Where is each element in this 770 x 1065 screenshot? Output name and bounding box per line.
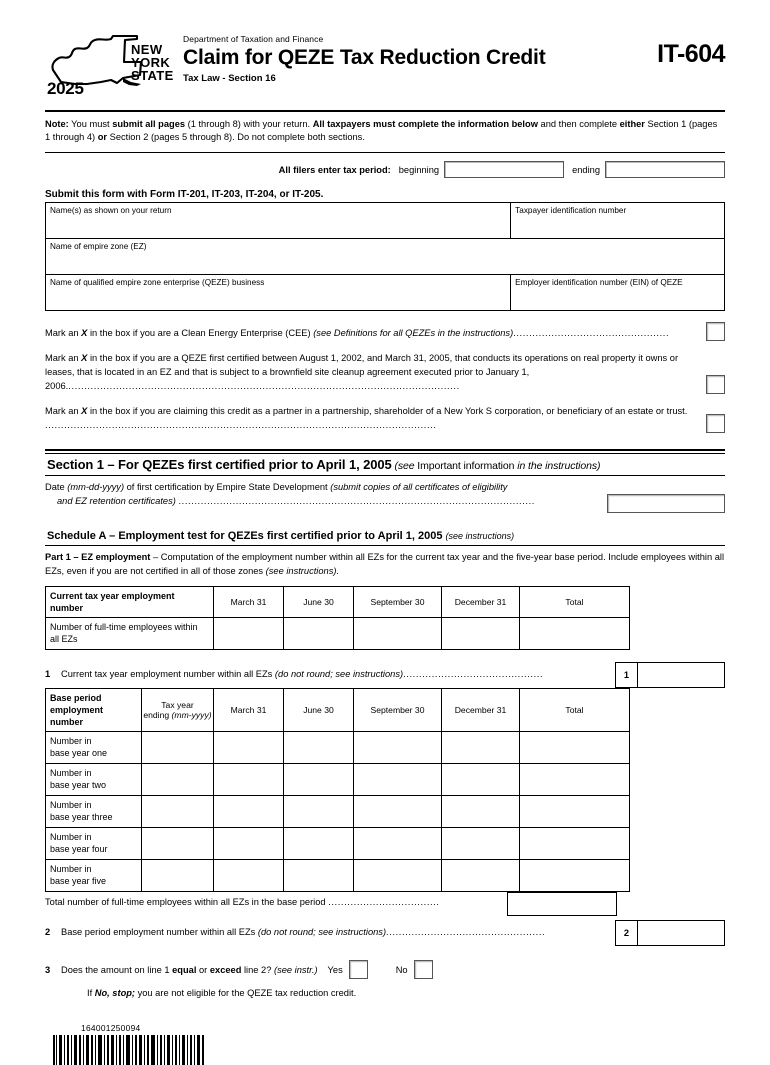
ny-state-logo — [45, 32, 177, 102]
base-row-4-label-line1: Number in — [50, 832, 92, 843]
line-1-input[interactable] — [637, 662, 725, 688]
barcode-area — [45, 1023, 725, 1065]
tax-period-ending-input[interactable] — [605, 161, 725, 178]
tax-period-beginning-input[interactable] — [444, 161, 564, 178]
note-part5: Section 2 (pages 5 through 8). Do not complete both sections. — [107, 132, 365, 143]
section-1-note-post: in the instructions) — [517, 459, 601, 472]
date-leader: ................................................................................................................ — [178, 495, 535, 506]
schedule-a-bottom-rule — [45, 545, 725, 546]
line-2-text — [61, 920, 615, 946]
first-certification-date-input[interactable] — [607, 494, 725, 513]
table-row — [46, 586, 630, 617]
current-cell-total[interactable] — [520, 617, 630, 649]
part-1-italic: (see instructions). — [265, 565, 340, 576]
line-3-no-checkbox[interactable] — [414, 960, 433, 979]
base-col-december31: December 31 — [442, 688, 520, 731]
page-title: Claim for QEZE Tax Reduction Credit — [183, 46, 546, 69]
base-row-2-taxyear[interactable] — [142, 764, 214, 796]
base-row-5-label — [46, 860, 142, 892]
svg-text:2025: 2025 — [47, 79, 84, 98]
base-row-3-label — [46, 796, 142, 828]
table-row — [46, 732, 630, 764]
line-2-input[interactable] — [637, 920, 725, 946]
section-1-band — [45, 449, 725, 476]
barcode-icon — [53, 1035, 205, 1065]
base-col-taxyear-line1: Tax year — [161, 699, 194, 710]
total-base-label: Total number of full-time employees within all EZs in the base period — [45, 897, 329, 908]
note-label: Note: — [45, 119, 69, 129]
form-header — [45, 0, 725, 104]
base-col-september30: September 30 — [354, 688, 442, 731]
base-table-header-label: Base period employment number — [46, 688, 142, 731]
total-base-leader: ................................... — [328, 897, 440, 908]
ez-name-field-cell[interactable] — [46, 238, 725, 274]
line-1-leader: ............................................ — [403, 668, 544, 679]
line-2-label: Base period employment number within all EZs — [61, 927, 258, 938]
base-row-4-total[interactable] — [520, 828, 630, 860]
base-row-2-label — [46, 764, 142, 796]
base-row-4-september30[interactable] — [354, 828, 442, 860]
note-part3: and then complete — [537, 119, 620, 129]
base-row-1-taxyear[interactable] — [142, 732, 214, 764]
part-1-description — [45, 551, 725, 579]
note-part2: (1 through 8) with your return. — [185, 119, 313, 129]
table-row — [46, 688, 630, 731]
mark-italic2: in the instructions) — [437, 328, 514, 338]
partner-checkbox[interactable] — [706, 414, 725, 433]
date-italic2: (submit copies of all certificates of eligibility — [330, 481, 508, 492]
first-certification-date-text — [45, 481, 602, 509]
base-row-1-label-line1: Number in — [50, 736, 92, 747]
ez-name-label: Name of empire zone (EZ) — [50, 241, 147, 251]
note-part4: Section 1 (pages 1 through 4) — [45, 119, 718, 143]
current-col-total: Total — [520, 586, 630, 617]
date-mid: of first certification by Empire State Development — [124, 481, 331, 492]
table-row — [46, 764, 630, 796]
line-1-number: 1 — [45, 668, 51, 679]
section-1-title — [45, 454, 725, 475]
base-row-5-label-line1: Number in — [50, 864, 92, 875]
partner-checkbox-text — [45, 405, 702, 433]
base-row-3-december31[interactable] — [442, 796, 520, 828]
schedule-a-title — [45, 527, 725, 545]
base-row-2-label-line1: Number in — [50, 768, 92, 779]
base-row-1-label-line2: base year one — [50, 748, 108, 759]
line-3-yes-label: Yes — [327, 964, 343, 975]
stop-pre: If — [87, 988, 95, 999]
total-base-period-input[interactable] — [507, 892, 617, 916]
line-2-italic: (do not round; see instructions) — [257, 927, 387, 938]
base-row-3-june30[interactable] — [284, 796, 354, 828]
brownfield-checkbox[interactable] — [706, 375, 725, 394]
form-subtitle: Tax Law - Section 16 — [183, 73, 276, 85]
cee-checkbox-row — [45, 322, 725, 341]
base-row-2-september30[interactable] — [354, 764, 442, 796]
base-row-3-march31[interactable] — [214, 796, 284, 828]
schedule-a-band — [45, 527, 725, 546]
submit-instruction: Submit this form with Form IT-201, IT-203, IT-204, or IT-205. — [45, 188, 324, 200]
note-bold2: All taxpayers must complete the information below — [312, 119, 538, 129]
schedule-a-title-text: Schedule A – Employment test for QEZEs first certified prior to April 1, 2005 — [47, 529, 443, 542]
base-col-taxyear-ending — [142, 688, 214, 731]
base-row-5-september30[interactable] — [354, 860, 442, 892]
svg-text:YORK: YORK — [131, 55, 171, 70]
table-row — [46, 238, 725, 274]
tax-period-ending-label: ending — [572, 164, 600, 175]
table-row — [46, 202, 725, 238]
base-row-1-june30[interactable] — [284, 732, 354, 764]
note-bold3: either — [619, 119, 645, 129]
part-1-label: Part 1 – EZ employment — [45, 551, 151, 562]
base-row-4-label — [46, 828, 142, 860]
base-row-3-total[interactable] — [520, 796, 630, 828]
line-3-pre: Does the amount on line 1 — [61, 964, 173, 975]
current-tax-year-table — [45, 586, 630, 650]
line-3-row — [45, 960, 725, 979]
table-row — [46, 274, 725, 310]
line-2-number: 2 — [45, 927, 51, 938]
mark-leader: ................................................. — [513, 328, 670, 338]
line-2-leader: .................................................. — [386, 927, 546, 938]
note-block — [45, 118, 725, 145]
base-col-taxyear-line2: ending — [143, 709, 172, 720]
mark-italic1: (see Definitions for all QEZEs — [313, 328, 438, 338]
base-row-3-label-line2: base year three — [50, 812, 113, 823]
date-format-hint: (mm-dd-yyyy) — [67, 481, 125, 492]
line-1-box-label: 1 — [615, 662, 637, 688]
base-period-table — [45, 688, 630, 892]
base-col-total: Total — [520, 688, 630, 731]
base-row-2-label-line2: base year two — [50, 780, 107, 791]
base-row-5-total[interactable] — [520, 860, 630, 892]
current-cell-june30[interactable] — [284, 617, 354, 649]
section-1-bottom-rule — [45, 475, 725, 476]
base-col-june30: June 30 — [284, 688, 354, 731]
tax-period-beginning-label: beginning — [398, 164, 440, 175]
partner-checkbox-row — [45, 405, 725, 433]
base-row-1-total[interactable] — [520, 732, 630, 764]
base-row-4-label-line2: base year four — [50, 844, 108, 855]
current-table-header-label: Current tax year employment number — [46, 586, 214, 617]
svg-text:STATE: STATE — [131, 68, 174, 83]
base-row-3-label-line1: Number in — [50, 800, 92, 811]
tax-period-row — [45, 160, 725, 180]
line-1-row — [45, 662, 725, 688]
table-row — [46, 617, 630, 649]
base-row-2-total[interactable] — [520, 764, 630, 796]
base-row-2-december31[interactable] — [442, 764, 520, 796]
note-divider — [45, 152, 725, 153]
line-2-box-label: 2 — [615, 920, 637, 946]
tax-period-label: All filers enter tax period: — [278, 164, 391, 175]
cee-checkbox[interactable] — [706, 322, 725, 341]
mark-pre: Mark an — [45, 405, 82, 416]
current-cell-march31[interactable] — [214, 617, 284, 649]
mark-leader: ........................................................................................................................... — [45, 419, 437, 430]
line-3-stop-note — [45, 988, 725, 998]
qeze-name-label: Name of qualified empire zone enterprise (QEZE) business — [50, 277, 265, 287]
line-1-italic: (do not round; see instructions) — [274, 668, 404, 679]
total-base-spacer — [617, 892, 725, 916]
new-york-state-outline-icon — [45, 32, 177, 98]
line-3-mid: or — [196, 964, 210, 975]
note-part1: You must — [68, 119, 113, 129]
mark-mid: in the box if you are claiming this credit as a partner in a partnership, shareholder of a New York S corporation, or beneficiary of an estate or trust. — [87, 405, 688, 416]
note-bold1: submit all pages — [112, 119, 186, 129]
date-pre: Date — [45, 481, 68, 492]
base-row-5-december31[interactable] — [442, 860, 520, 892]
base-row-3-taxyear[interactable] — [142, 796, 214, 828]
brownfield-checkbox-row — [45, 352, 725, 394]
line-1-label: Current tax year employment number within all EZs — [61, 668, 275, 679]
part-1-text: – Computation of the employment number within all EZs for the current tax year and the five-year base period. Include employees within all EZs, even if you are not certified in all of those zones — [45, 551, 725, 576]
line-3-bold-equal: equal — [172, 964, 197, 975]
tin-field-cell[interactable] — [511, 202, 725, 238]
table-row — [46, 828, 630, 860]
current-col-september30: September 30 — [354, 586, 442, 617]
base-row-1-september30[interactable] — [354, 732, 442, 764]
header-titles — [177, 32, 615, 84]
base-row-3-september30[interactable] — [354, 796, 442, 828]
line-3-bold-exceed: exceed — [209, 964, 242, 975]
mark-x: X — [81, 352, 88, 363]
mark-pre: Mark an — [45, 328, 82, 338]
mark-mid: in the box if you are a QEZE first certified between August 1, 2002, and March 31, 2005, that conducts its operations on real property it owns or leases, that is located in an EZ and that is subject to a brownfield site cleanup agreement executed prior to January 1, 2006. — [45, 352, 679, 391]
line-3-italic: (see instr.) — [273, 964, 318, 975]
svg-text:NEW: NEW — [131, 42, 163, 57]
stop-post: you are not eligible for the QEZE tax reduction credit. — [135, 988, 357, 999]
line-3-no-label: No — [395, 964, 408, 975]
base-row-4-december31[interactable] — [442, 828, 520, 860]
current-col-june30: June 30 — [284, 586, 354, 617]
line-2-row — [45, 920, 725, 946]
section-1-title-text: Section 1 – For QEZEs first certified prior to April 1, 2005 — [47, 456, 392, 472]
table-row — [46, 860, 630, 892]
barcode-number: 164001250094 — [81, 1023, 141, 1034]
base-row-5-june30[interactable] — [284, 860, 354, 892]
base-row-2-march31[interactable] — [214, 764, 284, 796]
name-field-cell[interactable] — [46, 202, 511, 238]
base-row-2-june30[interactable] — [284, 764, 354, 796]
date-italic3: and EZ retention certificates) — [57, 495, 176, 506]
base-row-1-march31[interactable] — [214, 732, 284, 764]
mark-mid: in the box if you are a Clean Energy Enterprise (CEE) — [87, 328, 314, 338]
base-row-1-december31[interactable] — [442, 732, 520, 764]
current-cell-december31[interactable] — [442, 617, 520, 649]
line-1-text — [61, 662, 615, 688]
department-name: Department of Taxation and Finance — [183, 34, 324, 44]
base-row-5-taxyear[interactable] — [142, 860, 214, 892]
current-col-march31: March 31 — [214, 586, 284, 617]
base-row-5-march31[interactable] — [214, 860, 284, 892]
brownfield-checkbox-text — [45, 352, 702, 394]
base-col-taxyear-italic: (mm-yyyy) — [171, 709, 212, 720]
ein-field-cell[interactable] — [511, 274, 725, 310]
current-row-label: Number of full-time employees within all EZs — [46, 617, 214, 649]
base-row-5-label-line2: base year five — [50, 876, 107, 887]
ein-label: Employer identification number (EIN) of QEZE — [515, 277, 683, 287]
mark-pre: Mark an — [45, 352, 82, 363]
mark-x: X — [81, 328, 88, 338]
first-certification-date-row — [45, 481, 725, 513]
line-3-text — [61, 965, 318, 975]
current-col-december31: December 31 — [442, 586, 520, 617]
total-base-period-row — [45, 892, 725, 916]
base-row-4-march31[interactable] — [214, 828, 284, 860]
qeze-name-field-cell[interactable] — [46, 274, 511, 310]
mark-x: X — [81, 405, 88, 416]
base-row-4-june30[interactable] — [284, 828, 354, 860]
header-divider — [45, 110, 725, 112]
table-row — [46, 796, 630, 828]
total-base-period-text — [45, 892, 507, 916]
identification-table — [45, 202, 725, 311]
note-bold4: or — [97, 132, 108, 143]
cee-checkbox-text — [45, 327, 702, 341]
section-1-note-pre: (see — [391, 459, 415, 472]
base-row-1-label — [46, 732, 142, 764]
tin-field-label: Taxpayer identification number — [515, 205, 627, 215]
section-1-note — [392, 460, 601, 472]
line-3-post: line 2? — [241, 964, 274, 975]
base-row-4-taxyear[interactable] — [142, 828, 214, 860]
stop-bold: No, stop; — [94, 988, 136, 999]
name-field-label: Name(s) as shown on your return — [50, 205, 172, 215]
section-1-note-mid: Important information — [414, 459, 518, 472]
form-number: IT-604 — [657, 40, 725, 68]
schedule-a-title-note: (see instructions) — [445, 530, 515, 541]
base-col-march31: March 31 — [214, 688, 284, 731]
line-3-yes-checkbox[interactable] — [349, 960, 368, 979]
line-3-number: 3 — [45, 964, 51, 975]
current-cell-september30[interactable] — [354, 617, 442, 649]
mark-leader: ........................................................................................................................... — [68, 380, 460, 391]
